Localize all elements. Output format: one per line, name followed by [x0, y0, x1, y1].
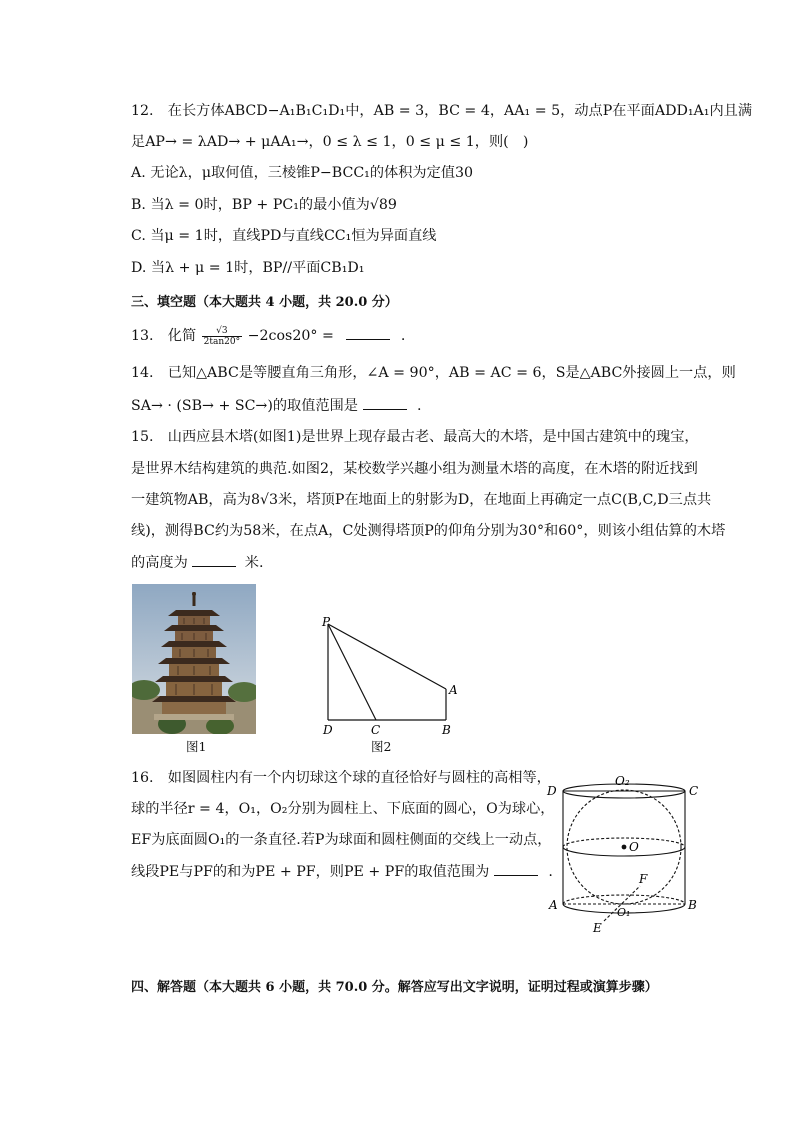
fig16-label-b: B — [688, 898, 697, 912]
q15-line1: 15. 山西应县木塔(如图1)是世界上现存最古老、最高大的木塔，是中国古建筑中的瑰宝， — [131, 429, 699, 445]
cylinder-sphere-figure — [540, 770, 700, 936]
fig2-caption: 图2 — [371, 739, 392, 754]
q14-line1: 14. 已知△ABC是等腰直角三角形，∠A = 90°，AB = AC = 6，S是△ABC外接圆上一点，则 — [131, 365, 736, 381]
q13-fraction — [202, 326, 242, 347]
q13-answer-blank[interactable] — [346, 325, 390, 340]
q16-line4-text: 线段PE与PF的和为PE + PF，则PE + PF的取值范围为 — [131, 864, 490, 880]
q16-line4 — [131, 861, 553, 882]
q14-line2 — [131, 395, 422, 416]
q16-line3: EF为底面圆O₁的一条直径.若P为球面和圆柱侧面的交线上一动点， — [131, 832, 552, 848]
q13-frac-num: √3 — [202, 326, 242, 337]
fig1-caption: 图1 — [186, 739, 207, 754]
q15-end: 米. — [244, 555, 264, 571]
q15-line3: 一建筑物AB，高为8√3米，塔顶P在地面上的射影为D，在地面上再确定一点C(B,C,D三点共 — [131, 492, 712, 508]
q13-suffix: −2cos20° = — [247, 328, 334, 344]
q13-line — [131, 325, 405, 347]
q13-end: . — [400, 328, 406, 344]
section-3-header: 三、填空题（本大题共 4 小题，共 20.0 分） — [131, 295, 398, 310]
fig16-label-o: O — [629, 840, 639, 854]
pagoda-photo — [132, 584, 256, 734]
fig16-label-f: F — [639, 872, 648, 886]
q12-line2: 足AP→ = λAD→ + μAA₁→，0 ≤ λ ≤ 1，0 ≤ μ ≤ 1，则( ) — [131, 134, 529, 150]
section-4-header: 四、解答题（本大题共 6 小题，共 70.0 分。解答应写出文字说明，证明过程或演算步骤） — [131, 980, 658, 995]
q14-answer-blank[interactable] — [363, 395, 407, 410]
q13-prefix: 13. 化简 — [131, 328, 197, 344]
q15-answer-blank[interactable] — [192, 552, 236, 567]
q16-line2: 球的半径r = 4，O₁，O₂分别为圆柱上、下底面的圆心，O为球心， — [131, 801, 555, 817]
q15-line4: 线)，测得BC约为58米，在点A，C处测得塔顶P的仰角分别为30°和60°，则该小组估算的木塔 — [131, 523, 726, 539]
q15-line2: 是世界木结构建筑的典范.如图2，某校数学兴趣小组为测量木塔的高度，在木塔的附近找到 — [131, 461, 698, 477]
q12-option-b: B. 当λ = 0时，BP + PC₁的最小值为√89 — [131, 197, 397, 213]
q15-line5 — [131, 552, 264, 573]
fig16-label-o2: O₂ — [615, 774, 630, 788]
sphere-center-dot — [622, 845, 627, 850]
q15-line5-text: 的高度为 — [131, 555, 188, 571]
q12-option-c: C. 当μ = 1时，直线PD与直线CC₁恒为异面直线 — [131, 228, 437, 244]
q14-line2-text: SA→ · (SB→ + SC→)的取值范围是 — [131, 398, 358, 414]
fig16-label-d: D — [547, 784, 557, 798]
fig2-label-d: D — [323, 723, 333, 737]
fig16-label-c: C — [689, 784, 699, 798]
q12-line1: 12. 在长方体ABCD−A₁B₁C₁D₁中，AB = 3，BC = 4，AA₁ = 5，动点P在平面ADD₁A₁内且满 — [131, 103, 753, 119]
fig16-label-e: E — [593, 921, 602, 935]
q16-answer-blank[interactable] — [494, 861, 538, 876]
q16-end: . — [548, 864, 553, 880]
fig16-label-a: A — [549, 898, 558, 912]
fig2-label-b: B — [442, 723, 451, 737]
fig16-label-o1: O₁ — [617, 906, 631, 919]
figure-2-diagram — [316, 612, 466, 738]
q14-end: . — [417, 398, 422, 414]
q13-frac-den: 2tan20° — [203, 336, 241, 347]
fig2-label-p: P — [322, 615, 331, 629]
q16-line1: 16. 如图圆柱内有一个内切球这个球的直径恰好与圆柱的高相等， — [131, 770, 551, 786]
q12-option-d: D. 当λ + μ = 1时，BP//平面CB₁D₁ — [131, 260, 365, 276]
fig2-label-c: C — [371, 723, 381, 737]
q12-option-a: A. 无论λ，μ取何值，三棱锥P−BCC₁的体积为定值30 — [131, 165, 474, 181]
fig2-label-a: A — [449, 683, 458, 697]
